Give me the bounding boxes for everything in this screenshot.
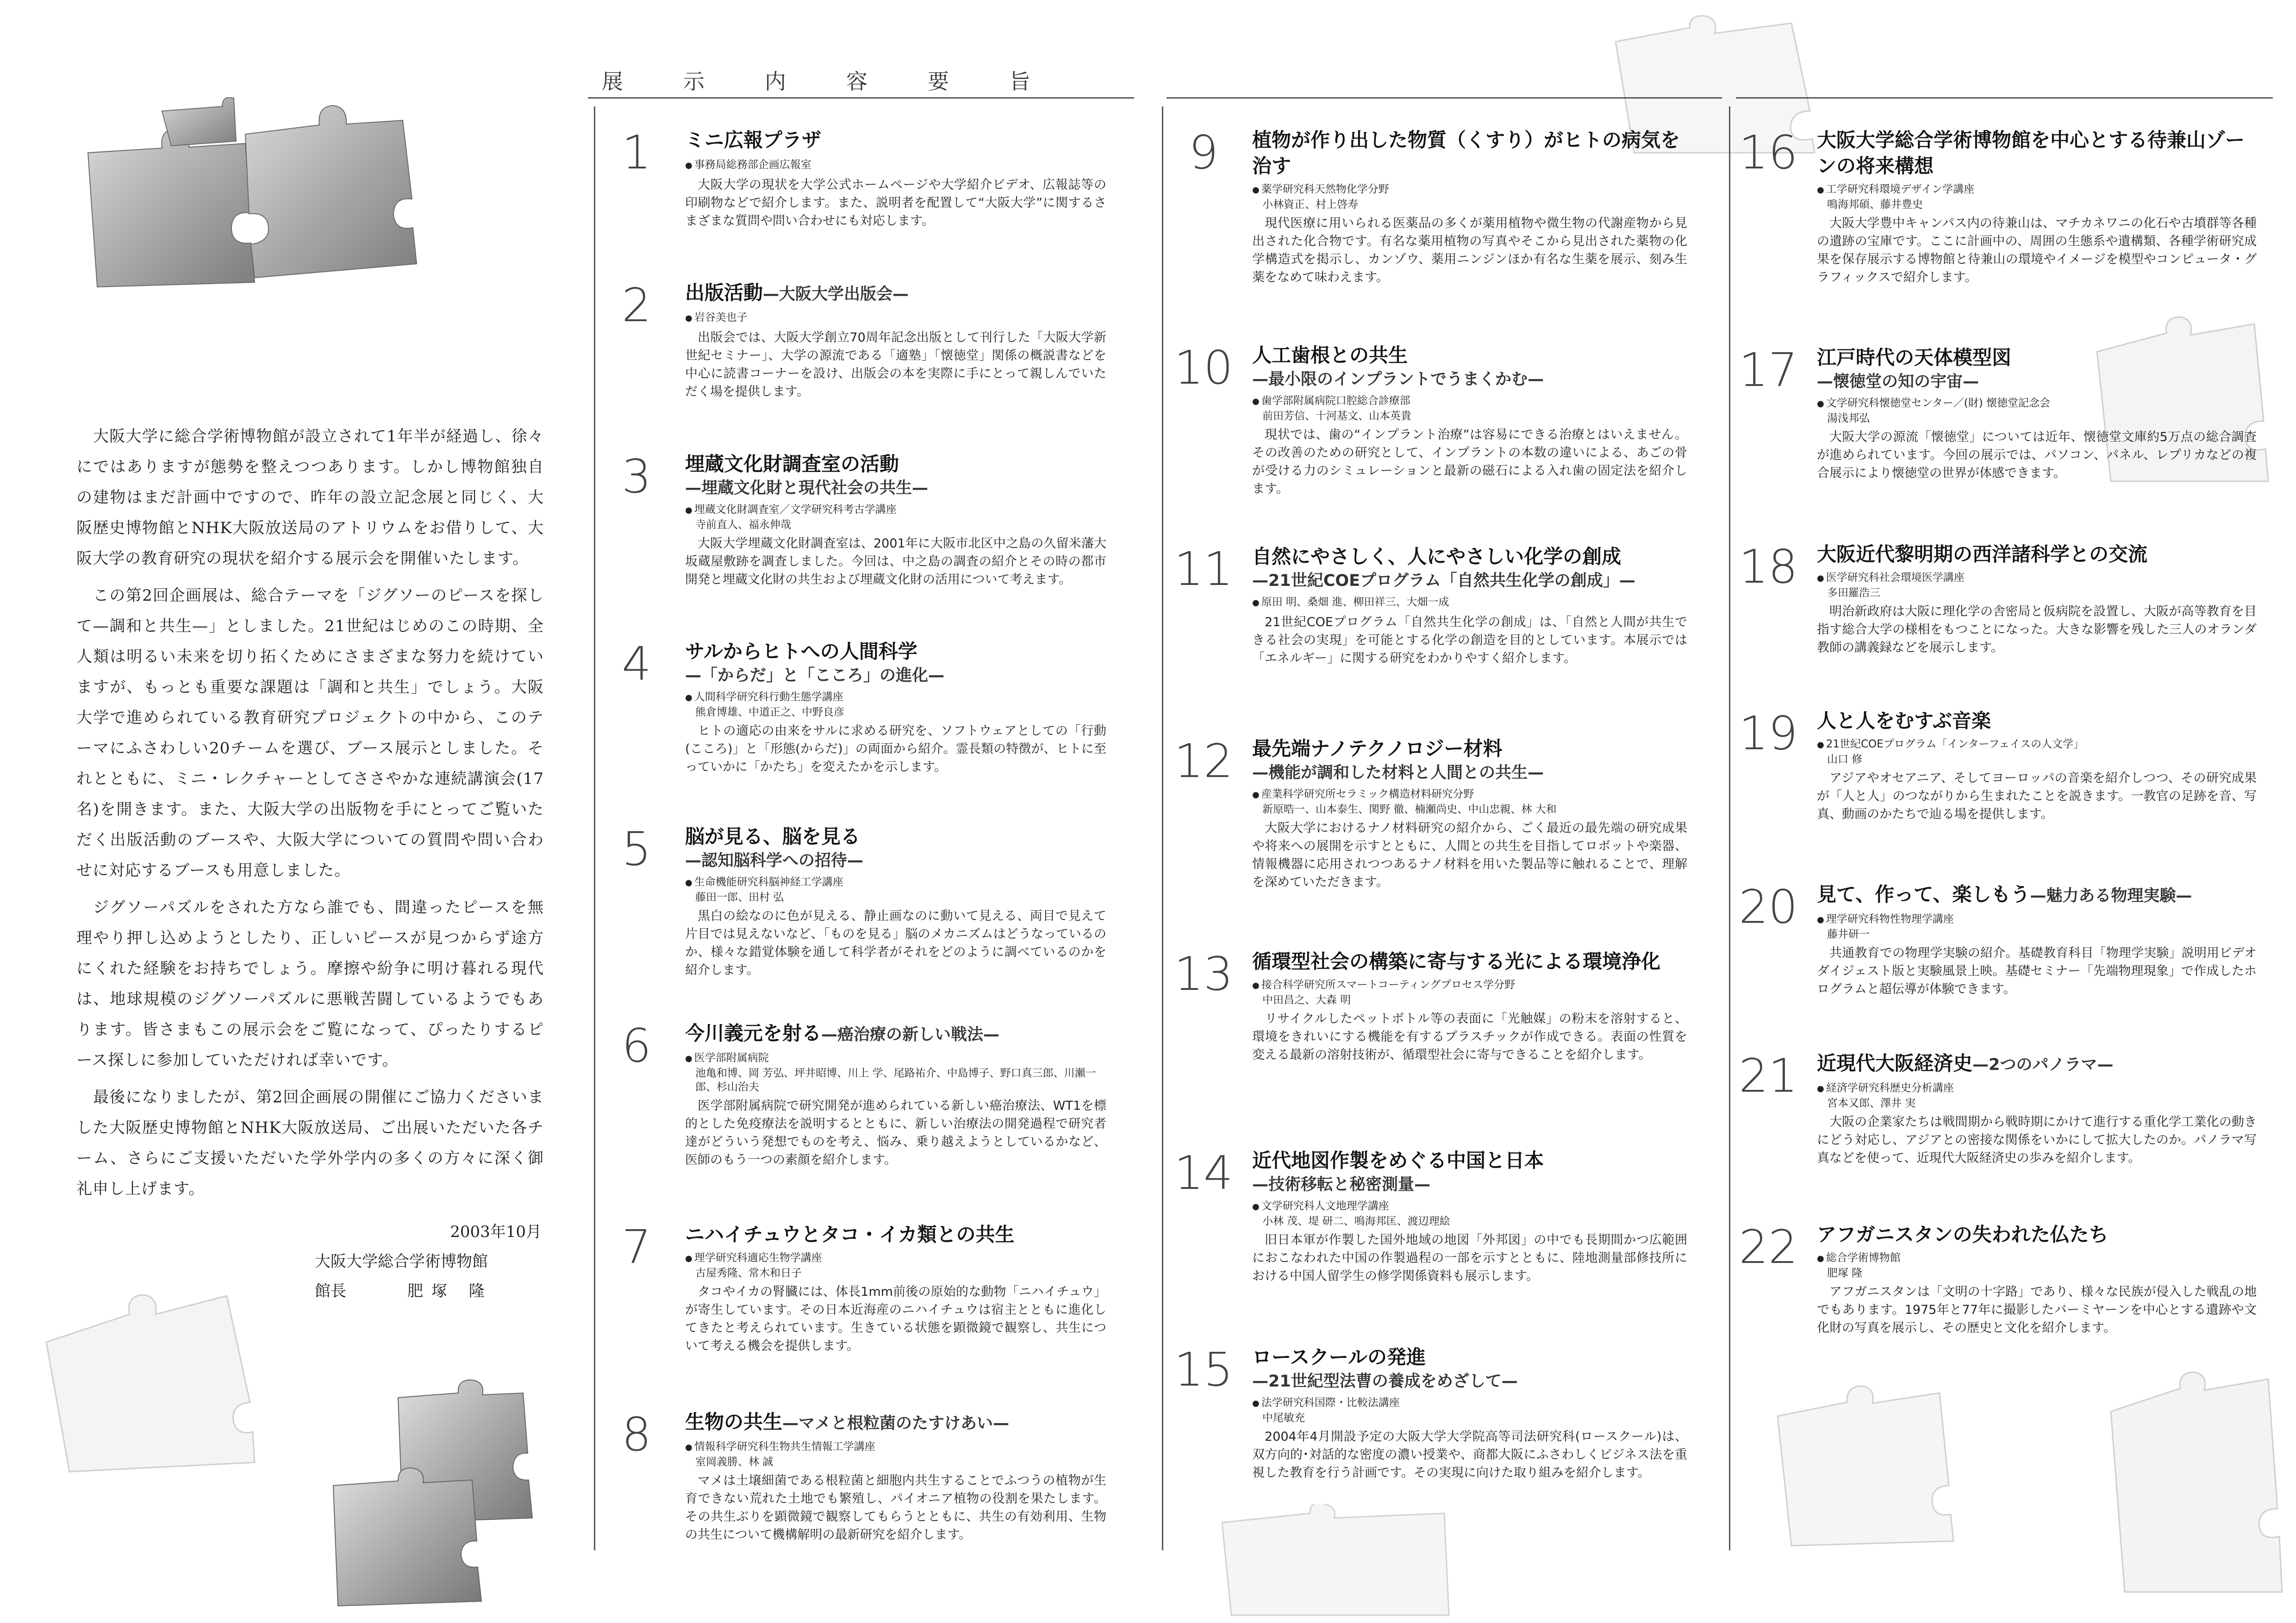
entry-subtitle: —技術移転と秘密測量— bbox=[1252, 1175, 1431, 1194]
entry-members: 前田芳信、十河基文、山本英貴 bbox=[1262, 410, 1411, 422]
entry-members: 小林 茂、堤 研二、鳴海邦匡、渡辺理絵 bbox=[1262, 1215, 1450, 1227]
signature-block bbox=[315, 1217, 574, 1306]
entry-title: 近代地図作製をめぐる中国と日本 bbox=[1252, 1149, 1544, 1172]
entry-number: 10 bbox=[1174, 341, 1233, 395]
entry-title: 見て、作って、楽しもう—魅力ある物理実験— bbox=[1817, 883, 2192, 906]
entry-title: 脳が見る、脳を見る bbox=[685, 825, 861, 848]
entry-department: ● 工学研究科環境デザイン学講座 bbox=[1817, 182, 2257, 198]
entry-title: ミニ広報プラザ bbox=[685, 129, 822, 151]
puzzle-piece-white-icon bbox=[2083, 1370, 2287, 1601]
entry-title: 近現代大阪経済史—2つのパノラマ— bbox=[1817, 1052, 2114, 1075]
puzzle-piece-white-icon bbox=[1759, 1379, 1963, 1555]
entry-number: 9 bbox=[1189, 125, 1218, 180]
entry-description: 大阪大学の現状を大学公式ホームページや大学紹介ビデオ、広報誌等の印刷物などで紹介します。また、説明者を配置して“大阪大学”に関するさまざまな質問や問い合わせにも対応します。 bbox=[685, 178, 1106, 228]
entry-department: ● 埋蔵文化財調査室／文学研究科考古学講座 bbox=[685, 502, 1106, 518]
entry-title: 人と人をむすぶ音楽 bbox=[1817, 709, 1991, 732]
entry-title: サルからヒトへの人間科学 bbox=[685, 640, 917, 663]
header-rule bbox=[1167, 97, 1722, 99]
introduction bbox=[76, 421, 544, 1211]
entry-members: 小林資正、村上啓寿 bbox=[1262, 199, 1358, 211]
entry-number: 19 bbox=[1739, 706, 1798, 760]
column-divider bbox=[594, 106, 595, 1550]
entry-members: 寺前直人、福永伸哉 bbox=[695, 519, 791, 531]
entry-number: 20 bbox=[1739, 880, 1798, 934]
entry-title: 江戸時代の天体模型図 bbox=[1817, 346, 2012, 369]
entry-members: 肥塚 隆 bbox=[1827, 1267, 1863, 1279]
entry-members: 多田羅浩三 bbox=[1827, 587, 1880, 599]
entry-title: 最先端ナノテクノロジー材料 bbox=[1252, 737, 1503, 760]
entry-description: 2004年4月開設予定の大阪大学大学院高等司法研究科(ロースクール)は、双方向的･対話的な密度の濃い授業や、商都大阪にふさわしくビジネス法を重視した教育を行う計画です。その実現に向けた取り組みを紹介します。 bbox=[1252, 1430, 1687, 1480]
entry-department: ● 生命機能研究科脳神経工学講座 bbox=[685, 875, 1106, 890]
entry-department: ● 歯学部附属病院口腔総合診療部 bbox=[1252, 393, 1687, 409]
entry-title: 自然にやさしく、人にやさしい化学の創成 bbox=[1252, 545, 1622, 568]
entry-department: ● 事務局総務部企画広報室 bbox=[685, 157, 1106, 173]
intro-paragraph: 大阪大学に総合学術博物館が設立されて1年半が経過し、徐々にではありますが態勢を整えつつあります。しかし博物館独自の建物はまだ計画中ですので、昨年の設立記念展と同じく、大阪歴史博物館とNHK大阪放送局のアトリウムをお借りして、大阪大学の教育研究の現状を紹介する展示会を開催いたします。 bbox=[76, 427, 544, 568]
column-divider bbox=[1162, 106, 1163, 1550]
entry-description: ヒトの適応の由来をサルに求める研究を、ソフトウェアとしての「行動(こころ)」と「形態(からだ)」の両面から紹介。霊長類の特徴が、ヒトに至っていかに「かたち」を変えたかを示します。 bbox=[685, 724, 1106, 774]
entry-department: ● 21世紀COEプログラム「インターフェイスの人文学」 bbox=[1817, 737, 2257, 752]
entry-number: 21 bbox=[1739, 1049, 1798, 1103]
entry-department: ● 薬学研究科天然物化学分野 bbox=[1252, 182, 1687, 198]
entry-number: 11 bbox=[1174, 542, 1233, 596]
entry-subtitle: —21世紀型法曹の養成をめざして— bbox=[1252, 1372, 1518, 1391]
entry-subtitle: —最小限のインプラントでうまくかむ— bbox=[1252, 370, 1544, 389]
entry-description: 大阪大学豊中キャンパス内の待兼山は、マチカネワニの化石や古墳群等各種の遺跡の宝庫です。ここに計画中の、周囲の生態系や遺構類、各種学術研究成果を保存展示する博物館と待兼山の環境やイメージを模型やコンピュータ・グラフィックスで紹介します。 bbox=[1817, 216, 2257, 285]
entry-department: ● 文学研究科懐徳堂センター／(財) 懐徳堂記念会 bbox=[1817, 396, 2257, 411]
entry-description: 共通教育での物理学実験の紹介。基礎教育科目「物理学実験」説明用ビデオダイジェスト版と実験風景上映。基礎セミナー「先端物理現象」で作成したホログラムと超伝導が体験できます。 bbox=[1817, 946, 2257, 996]
entry-title: 生物の共生—マメと根粒菌のたすけあい— bbox=[685, 1411, 1010, 1433]
entry-department: ● 医学研究科社会環境医学講座 bbox=[1817, 570, 2257, 586]
entry-department: ● 法学研究科国際・比較法講座 bbox=[1252, 1395, 1687, 1411]
entry-members: 中田昌之、大森 明 bbox=[1262, 994, 1351, 1006]
entry-number: 7 bbox=[622, 1220, 651, 1274]
entry-members: 熊倉博雄、中道正之、中野良彦 bbox=[695, 706, 844, 718]
entry-members: 宮本又郎、澤井 実 bbox=[1827, 1097, 1916, 1109]
entry-number: 8 bbox=[622, 1407, 651, 1461]
header-rule bbox=[1736, 97, 2273, 99]
entry-department: ● 文学研究科人文地理学講座 bbox=[1252, 1199, 1687, 1214]
signature-name: 肥塚 隆 bbox=[407, 1282, 493, 1300]
entry-description: アフガニスタンは「文明の十字路」であり、様々な民族が侵入した戦乱の地でもあります。1975年と77年に撮影したバーミヤーンを中心とする遺跡や文化財の写真を展示し、その歴史と文化を紹介します。 bbox=[1817, 1285, 2257, 1335]
entry-title: ロースクールの発進 bbox=[1252, 1346, 1426, 1368]
entry-department: ● 原田 明、桑畑 進、柳田祥三、大畑一成 bbox=[1252, 595, 1687, 610]
entry-number: 2 bbox=[622, 278, 651, 332]
entry-number: 3 bbox=[622, 449, 651, 504]
entry-description: 現代医療に用いられる医薬品の多くが薬用植物や微生物の代謝産物から見出された化合物です。有名な薬用植物の写真やそこから見出された薬物の化学構造式を掲示し、カンゾウ、薬用ニンジンほか有名な生薬を展示、刻み生薬をなめて味わえます。 bbox=[1252, 216, 1687, 285]
puzzle-pieces-gray-bottom-icon bbox=[319, 1379, 560, 1611]
entry-members: 湯浅邦弘 bbox=[1827, 412, 1870, 424]
signature-date: 2003年10月 bbox=[450, 1223, 542, 1241]
entry-department: ● 岩谷美也子 bbox=[685, 310, 1106, 326]
entry-description: 大阪大学の源流「懐徳堂」については近年、懐徳堂文庫約5万点の総合調査が進められています。今回の展示では、パソコン、パネル、レプリカなどの複合展示により懐徳堂の世界が体感できます。 bbox=[1817, 430, 2257, 480]
entry-description: 黒白の絵なのに色が見える、静止画なのに動いて見える、両目で見えて片目では見えないなど、「ものを見る」脳のメカニズムはどうなっているのか、様々な錯覚体験を通して科学者がそれをどのように調べているのかを紹介します。 bbox=[685, 909, 1106, 977]
intro-paragraph: ジグソーパズルをされた方なら誰でも、間違ったピースを無理やり押し込めようとしたり、正しいピースが見つからず途方にくれた経験をお持ちでしょう。摩擦や紛争に明け暮れる現代は、地球規模のジグソーパズルに悪戦苦闘しているようでもあります。皆さまもこの展示会をご覧になって、ぴったりするピース探しに参加していただければ幸いです。 bbox=[76, 898, 544, 1070]
entry-title: 大阪大学総合学術博物館を中心とする待兼山ゾーンの将来構想 bbox=[1817, 129, 2245, 177]
entry-number: 12 bbox=[1174, 734, 1233, 788]
entry-department: ● 経済学研究科歴史分析講座 bbox=[1817, 1081, 2257, 1096]
entry-members: 新原晧一、山本泰生、関野 徹、楠瀬尚史、中山忠親、林 大和 bbox=[1262, 803, 1557, 815]
entry-number: 1 bbox=[622, 125, 651, 180]
header-rule bbox=[588, 97, 1134, 99]
entry-description: アジアやオセアニア、そしてヨーロッパの音楽を紹介しつつ、その研究成果が「人と人」のつながりから生まれたことを説きます。一教官の足跡を音、写真、動画のかたちで辿る場を提供します。 bbox=[1817, 771, 2257, 821]
entry-department: ● 産業科学研究所セラミック構造材料研究分野 bbox=[1252, 787, 1687, 802]
entry-subtitle: —機能が調和した材料と人間との共生— bbox=[1252, 764, 1544, 782]
column-divider bbox=[1729, 106, 1730, 1550]
entry-title: アフガニスタンの失われた仏たち bbox=[1817, 1223, 2109, 1246]
entry-number: 22 bbox=[1739, 1220, 1798, 1274]
puzzle-piece-white-icon bbox=[1204, 1504, 1463, 1620]
entry-department: ● 理学研究科適応生物学講座 bbox=[685, 1250, 1106, 1266]
entry-department: ● 総合学術博物館 bbox=[1817, 1250, 2257, 1266]
entry-members: 藤井研一 bbox=[1827, 928, 1870, 940]
entry-members: 室岡義勝、林 誠 bbox=[695, 1456, 774, 1468]
entry-subtitle: —「からだ」と「こころ」の進化— bbox=[685, 666, 945, 685]
entry-subtitle: —埋蔵文化財と現代社会の共生— bbox=[685, 479, 929, 497]
entry-description: タコやイカの腎臓には、体長1mm前後の原始的な動物「ニハイチュウ」が寄生しています。その日本近海産のニハイチュウは宿主とともに進化してきたと考えられています。生きている状態を顕微鏡で観察し、共生について考える機会を提供します。 bbox=[685, 1285, 1106, 1353]
entry-description: マメは土壌細菌である根粒菌と細胞内共生することでふつうの植物が生育できない荒れた土地でも繁殖し、パイオニア植物の役割を果たします。その共生ぶりを顕微鏡で観察してもらうとともに、共生の有効利用、生物の共生について機構解明の最新研究を紹介します。 bbox=[685, 1474, 1106, 1542]
entry-department: ● 情報科学研究科生物共生情報工学講座 bbox=[685, 1439, 1106, 1455]
entry-title: 今川義元を射る—癌治療の新しい戦法— bbox=[685, 1022, 1000, 1045]
entry-members: 山口 修 bbox=[1827, 753, 1863, 765]
entry-department: ● 接合科学研究所スマートコーティングプロセス学分野 bbox=[1252, 977, 1687, 993]
entry-description: 大阪の企業家たちは戦間期から戦時期にかけて進行する重化学工業化の動きにどう対応し、アジアとの密接な関係をいかにして拡大したのか。パノラマ写真などを使って、近現代大阪経済史の歩みを紹介します。 bbox=[1817, 1115, 2257, 1165]
entry-description: 大阪大学埋蔵文化財調査室は、2001年に大阪市北区中之島の久留米藩大坂蔵屋敷跡を調査しました。今回は、中之島の調査の紹介とその時の都市開発と埋蔵文化財の共生および埋蔵文化財の活用について考えます。 bbox=[685, 536, 1106, 587]
entry-members: 中尾敏充 bbox=[1262, 1412, 1305, 1424]
entry-department: ● 理学研究科物性物理学講座 bbox=[1817, 912, 2257, 927]
entry-number: 15 bbox=[1174, 1343, 1233, 1397]
entry-subtitle: —21世紀COEプログラム「自然共生化学の創成」— bbox=[1252, 572, 1635, 590]
entry-number: 13 bbox=[1174, 947, 1233, 1001]
entry-description: 出版会では、大阪大学創立70周年記念出版として刊行した「大阪大学新世紀セミナー」、大学の源流である「適塾」「懐徳堂」関係の概説書などを中心に読書コーナーを設け、出版会の本を実際に手にとって親しんでいただく場を提供します。 bbox=[685, 330, 1106, 399]
entry-number: 14 bbox=[1174, 1146, 1233, 1200]
entry-title: 人工歯根との共生 bbox=[1252, 344, 1408, 367]
signature-organization: 大阪大学総合学術博物館 bbox=[315, 1252, 488, 1271]
entry-number: 18 bbox=[1739, 540, 1798, 594]
entry-title: 大阪近代黎明期の西洋諸科学との交流 bbox=[1817, 543, 2148, 566]
entry-description: 旧日本軍が作製した国外地域の地図「外邦図」の中でも長期間かつ広範囲におこなわれた中国の作製過程の一部を示すとともに、陸地測量部修技所における中国人留学生の修学関係資料も展示します。 bbox=[1252, 1233, 1687, 1283]
signature-position: 館長 bbox=[315, 1282, 346, 1300]
intro-paragraph: 最後になりましたが、第2回企画展の開催にご協力くださいました大阪歴史博物館とNHK大阪放送局、ご出展いただいた各チーム、さらにご支援いただいた学外学内の多くの方々に深く御礼申し上げます。 bbox=[76, 1088, 544, 1198]
puzzle-piece-white-icon bbox=[19, 1287, 259, 1481]
entry-description: リサイクルしたペットボトル等の表面に「光触媒」の粉末を溶射すると、環境をきれいにする機能を有するプラスチックが作成できる。表面の性質を変える最新の溶射技術が、循環型社会に寄与できることを紹介します。 bbox=[1252, 1012, 1687, 1062]
entry-department: ● 医学部附属病院 bbox=[685, 1051, 1106, 1066]
exhibit-summary-header: 展示内容要旨 bbox=[602, 69, 1091, 94]
entry-description: 医学部附属病院で研究開発が進められている新しい癌治療法、WT1を標的とした免疫療法を説明するとともに、新しい治療法の開発過程で研究者達がどういう発想でものを考え、悩み、乗り越えようとしているかなど、医師のもう一つの素顔を紹介します。 bbox=[685, 1099, 1106, 1167]
entry-subtitle: —懐徳堂の知の宇宙— bbox=[1817, 373, 1979, 391]
intro-paragraph: この第2回企画展は、総合テーマを「ジグソーのピースを探して—調和と共生—」としました。21世紀はじめのこの時期、全人類は明るい未来を切り拓くためにさまざまな努力を続けていますが、もっとも重要な課題は「調和と共生」でしょう。大阪大学で進められている教育研究プロジェクトの中から、このテーマにふさわしい20チームを選び、ブース展示としました。それとともに、ミニ・レクチャーとしてささやかな連続講演会(17名)を開きます。また、大阪大学の出版物を手にとってご覧いただく出版活動のブースや、大阪大学についての質問や問い合わせに対応するブースも用意しました。 bbox=[76, 586, 544, 880]
entry-department: ● 人間科学研究科行動生態学講座 bbox=[685, 690, 1106, 705]
entry-number: 6 bbox=[622, 1019, 651, 1073]
entry-number: 4 bbox=[622, 637, 651, 691]
entry-title: 埋蔵文化財調査室の活動 bbox=[685, 453, 899, 475]
entry-members: 古屋秀隆、常木和日子 bbox=[695, 1267, 802, 1279]
entry-members: 鳴海邦碩、藤井豊史 bbox=[1827, 199, 1923, 211]
entry-number: 5 bbox=[622, 822, 651, 876]
entry-description: 21世紀COEプログラム「自然共生化学の創成」は、「自然と人間が共生できる社会の実現」を可能とする化学の創造を目的としています。本展示では「エネルギー」に関する研究をわかりやすく紹介します。 bbox=[1252, 615, 1687, 665]
entry-members: 池亀和博、岡 芳弘、坪井昭博、川上 学、尾路祐介、中島博子、野口真三郎、川瀬一郎、杉山治夫 bbox=[695, 1067, 1096, 1093]
entry-number: 17 bbox=[1739, 343, 1798, 397]
entry-description: 現状では、歯の“インプラント治療”は容易にできる治療とはいえません。その改善のための研究として、インプラントの本数の違いによる、あごの骨が受ける力のシミュレーションと最新の磁石による入れ歯の固定法を紹介します。 bbox=[1252, 428, 1687, 496]
entry-description: 大阪大学におけるナノ材料研究の紹介から、ごく最近の最先端の研究成果や将来への展開を示すとともに、人間との共生を目指してロボットや楽器、情報機器に応用されつつあるナノ材料を用いた製品等に触れることで、理解を深めていただきます。 bbox=[1252, 821, 1687, 889]
entry-description: 明治新政府は大阪に理化学の舎密局と仮病院を設置し、大阪が高等教育を目指す総合大学の様相をもつことになった。大きな影響を残した三人のオランダ教師の講義録などを展示します。 bbox=[1817, 604, 2257, 655]
puzzle-pieces-gray-icon bbox=[69, 97, 421, 296]
entry-title: ニハイチュウとタコ・イカ類との共生 bbox=[685, 1223, 1015, 1246]
signature-name-row bbox=[315, 1276, 574, 1306]
entry-subtitle: —認知脳科学への招待— bbox=[685, 852, 864, 870]
entry-title: 出版活動—大阪大学出版会— bbox=[685, 281, 909, 304]
entry-title: 循環型社会の構築に寄与する光による環境浄化 bbox=[1252, 950, 1661, 973]
entry-title: 植物が作り出した物質（くすり）がヒトの病気を治す bbox=[1252, 129, 1680, 177]
entry-number: 16 bbox=[1739, 125, 1798, 180]
entry-members: 藤田一郎、田村 弘 bbox=[695, 891, 784, 903]
